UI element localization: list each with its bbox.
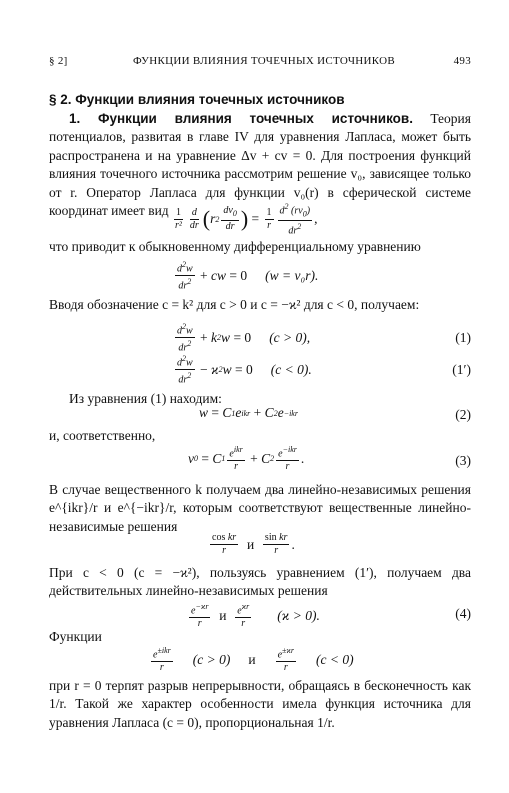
paragraph-negative-c: При c < 0 (c = −ϰ²), пользуясь уравнением (1′), получаем два действительных линейно-независимых решения <box>49 565 471 599</box>
paragraph-notation: Вводя обозначение c = k² для c > 0 и c = −ϰ² для c < 0, получаем: <box>49 297 420 312</box>
equation-2: w = C 1 e ikr + C 2 e −ikr <box>199 405 298 420</box>
equation-1-label: (1) <box>455 330 471 345</box>
header-section: § 2] <box>49 55 68 67</box>
section-title: § 2. Функции влияния точечных источников <box>49 92 345 107</box>
condition-positive: (c > 0), <box>269 329 311 345</box>
equation-laplace: $\frac{1}{\text{r²}}$ $\frac{d}{dr}$ ( r 2 $\frac{dv_0}{dr}$ ) = $\frac{1}{r}$ $\frac{d^2 (rv_0)}{dr^2}$ , <box>175 202 318 237</box>
equation-3-label: (3) <box>455 453 471 468</box>
and-word: и <box>246 536 255 552</box>
equation-1-prime: $\frac{d^2w}{dr^2}$ − ϰ 2 w = 0 (c < 0). <box>177 354 312 386</box>
page-number: 493 <box>453 55 471 67</box>
paragraph-respectively: и, соответственно, <box>49 428 156 443</box>
equation-1-prime-label: (1′) <box>452 362 471 377</box>
and-word-3: и <box>248 651 256 667</box>
equation-4: $\frac{e^{-ϰr}}{r}$ и $\frac{e^{ϰr}}{r}$ (ϰ > 0). <box>191 602 320 630</box>
header-title: ФУНКЦИИ ВЛИЯНИЯ ТОЧЕЧНЫХ ИСТОЧНИКОВ <box>133 55 396 67</box>
equation-1: $\frac{d^2w}{dr^2}$ + k 2 w = 0 (c > 0), <box>177 322 311 354</box>
paragraph-real-k: В случае вещественного k получаем два линейно-независимых решения e^{ikr}/r и e^{−ikr}/r, которым соответствуют вещественные линейно-независимые решения <box>49 482 471 534</box>
running-header <box>49 55 471 71</box>
subsection-heading: 1. Функции влияния точечных источников. <box>69 111 413 126</box>
equation-ode: $\frac{d^2w}{dr^2}$ + cw = 0 (w = v₀r). <box>177 260 319 292</box>
condition-kappa: (ϰ > 0). <box>277 607 320 623</box>
equation-real-solutions: $\frac{\text{cos kr}}{r}$ и $\frac{\text{sin kr}}{r}$ . <box>212 532 295 556</box>
paragraph-functions: Функции <box>49 629 102 644</box>
condition-c-negative: (c < 0) <box>316 651 354 667</box>
equation-2-label: (2) <box>455 407 471 422</box>
equation-4-label: (4) <box>455 606 471 621</box>
condition-negative: (c < 0). <box>270 361 312 377</box>
w-definition: (w = v₀r). <box>265 267 319 283</box>
condition-c-positive: (c > 0) <box>192 651 231 667</box>
equation-functions: $\frac{e^{\pm ikr}}{r}$ (c > 0) и $\frac{e^{\pm ϰr}}{r}$ (c < 0) <box>153 646 354 674</box>
paragraph-intro-text: Теория потенциалов, развитая в главе IV для уравнения Лапласа, может быть распространена и на уравнение Δv + cv = 0. Для построения функций влияния точечного источника рассмотрим решение v₀, зависящее только от r. Оператор Лапласа для функции v₀(r) в сферической системе координат имеет вид <box>49 111 471 219</box>
and-word-2: и <box>219 607 227 623</box>
equation-3: v 0 = C 1 $\frac{e^{ikr}}{r}$ + C 2 $\frac{e^{-ikr}}{r}$ . <box>188 445 305 473</box>
paragraph-ode: что приводит к обыкновенному дифференциальному уравнению <box>49 239 421 254</box>
paragraph-singularity: при r = 0 терпят разрыв непрерывности, обращаясь в бесконечность как 1/r. Такой же характер особенности имела функция источника для уравнения Лапласа (c = 0), пропорциональная 1/r. <box>49 678 471 730</box>
paragraph-from-eq1: Из уравнения (1) находим: <box>69 391 222 406</box>
